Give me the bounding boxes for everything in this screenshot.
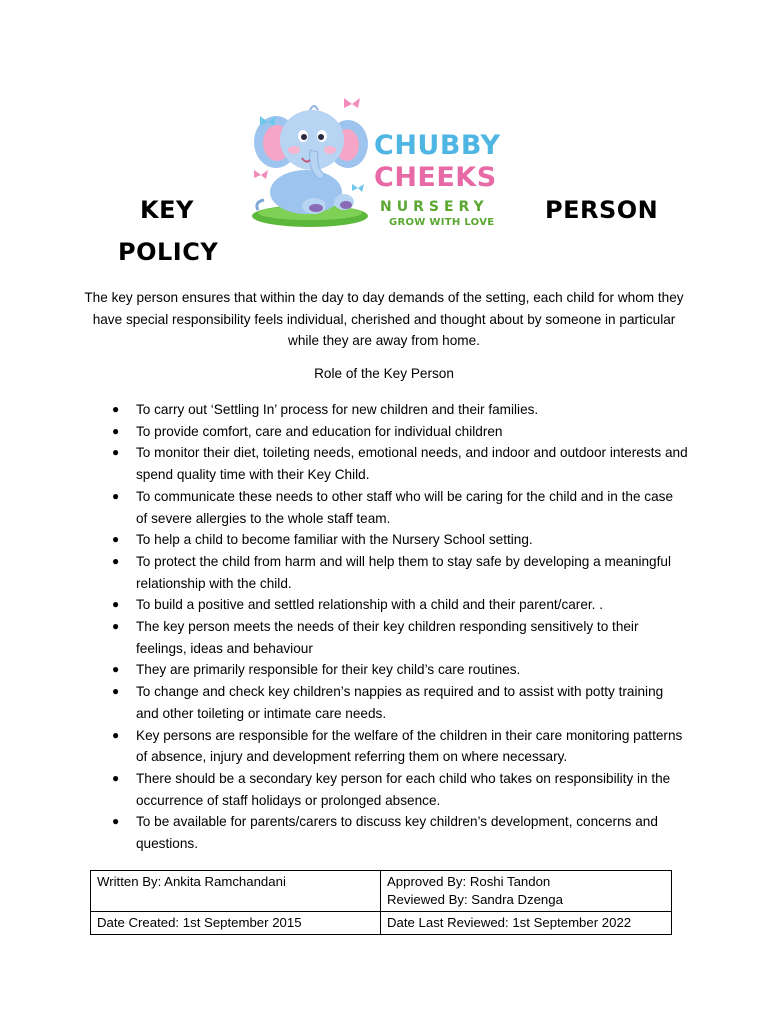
bullet-icon: ● bbox=[112, 553, 120, 568]
bullet-icon: ● bbox=[112, 662, 120, 677]
list-item-text: They are primarily responsible for their key child’s care routines. bbox=[136, 662, 521, 678]
list-item bbox=[108, 551, 688, 594]
date-created-text: Date Created: 1st September 2015 bbox=[97, 915, 302, 930]
list-item-text: To provide comfort, care and education for individual children bbox=[136, 423, 503, 439]
date-created-cell bbox=[91, 912, 381, 935]
date-last-reviewed-text: Date Last Reviewed: 1st September 2022 bbox=[387, 915, 632, 930]
logo-text-line3: NURSERY bbox=[380, 199, 489, 215]
bullet-icon: ● bbox=[112, 619, 120, 634]
written-by-cell bbox=[91, 871, 381, 912]
bullet-icon: ● bbox=[112, 727, 120, 742]
intro-paragraph: The key person ensures that within the day to day demands of the setting, each child for whom they have special responsibility feels individual, cherished and thought about by someone in particular while they are away from home. bbox=[84, 290, 684, 349]
approval-cell bbox=[381, 871, 672, 912]
bullet-icon: ● bbox=[112, 402, 120, 416]
written-by-text: Written By: Ankita Ramchandani bbox=[97, 874, 286, 889]
list-item bbox=[108, 594, 688, 616]
bullet-icon: ● bbox=[112, 597, 120, 612]
title-word-key: KEY bbox=[140, 196, 194, 224]
list-item-text: There should be a secondary key person for each child who takes on responsibility in the occurrence of staff holidays or prolonged absence. bbox=[136, 770, 671, 808]
approved-by-text: Approved By: Roshi Tandon bbox=[387, 874, 551, 889]
bullet-icon: ● bbox=[112, 488, 120, 503]
reviewed-by-text: Reviewed By: Sandra Dzenga bbox=[387, 892, 563, 907]
bullet-icon: ● bbox=[112, 814, 120, 829]
list-item bbox=[108, 811, 688, 854]
bullet-icon: ● bbox=[112, 770, 120, 785]
list-item-text: To protect the child from harm and will help them to stay safe by developing a meaningful relationship with the child. bbox=[136, 553, 671, 591]
bullet-icon: ● bbox=[112, 532, 120, 547]
bullet-icon: ● bbox=[112, 445, 120, 460]
list-item bbox=[108, 486, 688, 529]
list-item bbox=[108, 659, 688, 681]
list-item-text: To monitor their diet, toileting needs, emotional needs, and indoor and outdoor interests and spend quality time with their Key Child. bbox=[136, 445, 688, 483]
list-item-text: To build a positive and settled relationship with a child and their parent/carer. . bbox=[136, 597, 603, 613]
list-item-text: Key persons are responsible for the welfare of the children in their care monitoring patterns of absence, injury and development referring them on where necessary. bbox=[136, 727, 683, 765]
date-reviewed-cell bbox=[381, 912, 672, 935]
list-item-text: To communicate these needs to other staff who will be caring for the child and in the case of severe allergies to the whole staff team. bbox=[136, 488, 674, 526]
document-info-table bbox=[90, 870, 672, 935]
logo-text-line1: CHUBBY bbox=[374, 130, 501, 161]
list-item bbox=[108, 725, 688, 768]
list-item bbox=[108, 681, 688, 724]
section-heading: Role of the Key Person bbox=[314, 366, 454, 381]
list-item-text: To carry out ‘Settling In’ process for new children and their families. bbox=[136, 402, 539, 417]
list-item bbox=[108, 616, 688, 659]
nursery-logo bbox=[248, 92, 512, 232]
bullet-icon: ● bbox=[112, 684, 120, 699]
list-item-text: To help a child to become familiar with the Nursery School setting. bbox=[136, 532, 533, 548]
list-item-text: To change and check key children’s nappies as required and to assist with potty training and other toileting or intimate care needs. bbox=[136, 684, 664, 721]
list-item bbox=[108, 421, 688, 443]
list-item bbox=[108, 529, 688, 551]
title-word-policy: POLICY bbox=[118, 238, 219, 266]
list-item-text: To be available for parents/carers to discuss key children’s development, concerns and questions. bbox=[136, 814, 658, 852]
list-item bbox=[108, 768, 688, 811]
list-item-text: The key person meets the needs of their key children responding sensitively to their feelings, ideas and behaviour bbox=[136, 619, 639, 656]
bullet-icon: ● bbox=[112, 423, 120, 438]
list-item bbox=[108, 399, 688, 421]
list-item bbox=[108, 442, 688, 485]
logo-tagline: GROW WITH LOVE bbox=[389, 217, 495, 228]
responsibilities-list bbox=[108, 399, 688, 855]
logo-text-line2: CHEEKS bbox=[374, 162, 497, 193]
title-word-person: PERSON bbox=[545, 196, 659, 224]
